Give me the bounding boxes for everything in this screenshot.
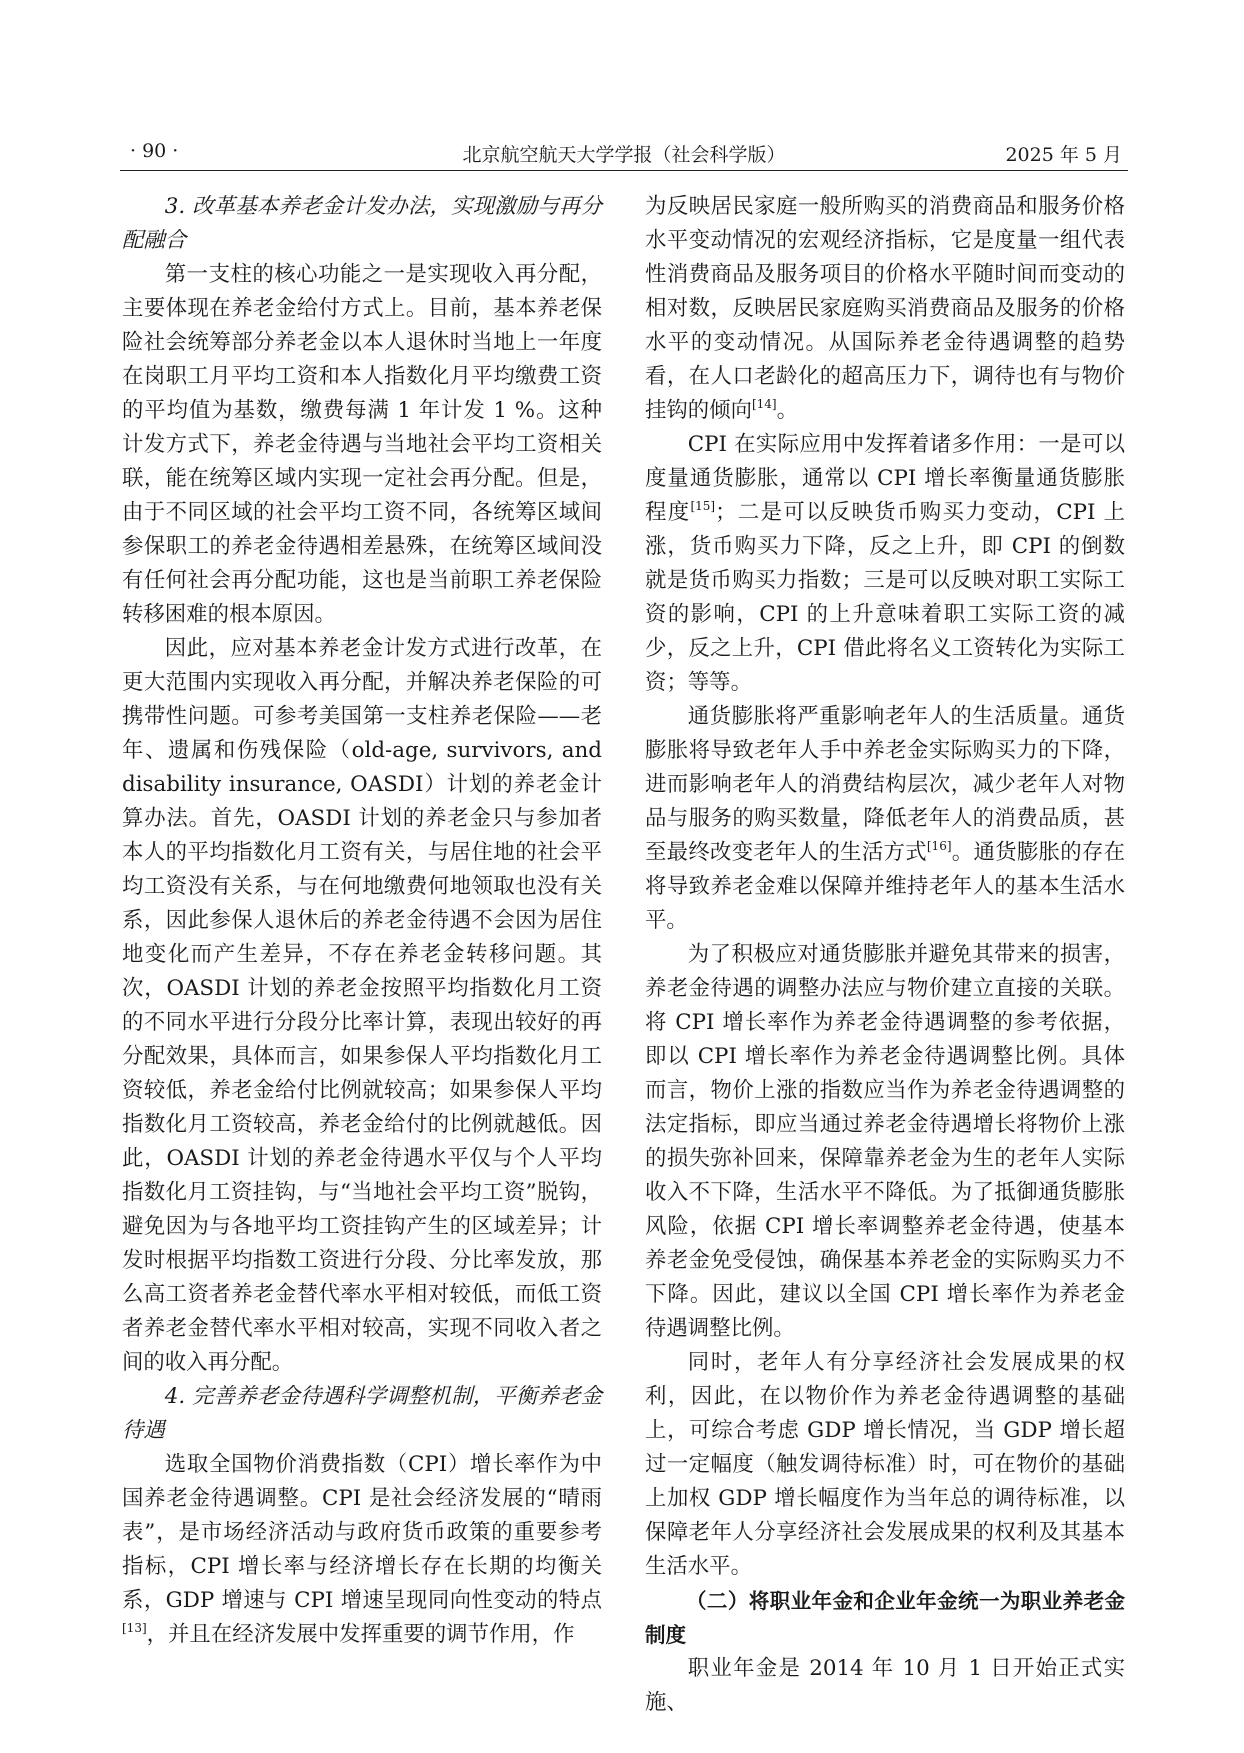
paragraph-text: 选取全国物价消费指数（CPI）增长率作为中国养老金待遇调整。CPI 是社会经济发展的“晴雨表”，是市场经济活动与政府货币政策的重要参考指标，CPI 增长率与经济增长存在长期的均衡关系，GDP 增速与 CPI 增速呈现同向性变动的特点 xyxy=(122,1452,602,1613)
paragraph-text: 。通货膨胀的存在将导致养老金难以保障并维持老年人的基本生活水平。 xyxy=(645,840,1125,933)
running-header xyxy=(120,136,1128,171)
paragraph-text: 。 xyxy=(776,398,799,423)
issue-date: 2025 年 5 月 xyxy=(1005,144,1122,166)
paragraph-continued xyxy=(645,190,1125,428)
page-number: · 90 · xyxy=(130,140,179,162)
paragraph-text: ；二是可以反映货币购买力变动，CPI 上涨，货币购买力下降，反之上升，即 CPI 的倒数就是货币购买力指数；三是可以反映对职工实际工资的影响，CPI 的上升意味着职工实际工资的减少，反之上升，CPI 借此将名义工资转化为实际工资；等等。 xyxy=(645,500,1125,695)
paragraph-text: 通货膨胀将严重影响老年人的生活质量。通货膨胀将导致老年人手中养老金实际购买力的下降，进而影响老年人的消费结构层次，减少老年人对物品与服务的购买数量，降低老年人的消费品质，甚至最终改变老年人的生活方式 xyxy=(645,704,1125,865)
paragraph xyxy=(645,428,1125,700)
paragraph: 同时，老年人有分享经济社会发展成果的权利，因此，在以物价作为养老金待遇调整的基础上，可综合考虑 GDP 增长情况，当 GDP 增长超过一定幅度（触发调待标准）时，可在物价的基础上加权 GDP 增长幅度作为当年总的调待标准，以保障老年人分享经济社会发展成果的权利及其基本生活水平。 xyxy=(645,1350,1125,1579)
paragraph: 第一支柱的核心功能之一是实现收入再分配，主要体现在养老金给付方式上。目前，基本养老保险社会统筹部分养老金以本人退休时当地上一年度在岗职工月平均工资和本人指数化月平均缴费工资的平均值为基数，缴费每满 1 年计发 1 %。这种计发方式下，养老金待遇与当地社会平均工资相关联，能在统筹区域内实现一定社会再分配。但是，由于不同区域的社会平均工资不同，各统筹区域间参保职工的养老金待遇相差悬殊，在统筹区域间没有任何社会再分配功能，这也是当前职工养老保险转移困难的根本原因。 xyxy=(122,262,602,627)
paragraph-text: 为反映居民家庭一般所购买的消费商品和服务价格水平变动情况的宏观经济指标，它是度量一组代表性消费商品及服务项目的价格水平随时间而变动的相对数，反映居民家庭购买消费商品及服务的价格水平的变动情况。从国际养老金待遇调整的趋势看，在人口老龄化的超高压力下，调待也有与物价挂钩的倾向 xyxy=(645,194,1125,423)
paragraph: 为了积极应对通货膨胀并避免其带来的损害，养老金待遇的调整办法应与物价建立直接的关联。将 CPI 增长率作为养老金待遇调整的参考依据，即以 CPI 增长率作为养老金待遇调整比例。具体而言，物价上涨的指数应当作为养老金待遇调整的法定指标，即应当通过养老金待遇增长将物价上涨的损失弥补回来，保障靠养老金为生的老年人实际收入不下降，生活水平不降低。为了抵御通货膨胀风险，依据 CPI 增长率调整养老金待遇，使基本养老金免受侵蚀，确保基本养老金的实际购买力不下降。因此，建议以全国 CPI 增长率作为养老金待遇调整比例。 xyxy=(645,942,1125,1341)
citation-ref: [16] xyxy=(926,839,952,853)
paragraph: 职业年金是 2014 年 10 月 1 日开始正式实施、 xyxy=(645,1656,1125,1715)
subsection-heading-4: 4. 完善养老金待遇科学调整机制，平衡养老金待遇 xyxy=(122,1384,602,1443)
paragraph xyxy=(122,1448,602,1652)
subsection-heading-3: 3. 改革基本养老金计发办法，实现激励与再分配融合 xyxy=(122,194,602,253)
citation-ref: [13] xyxy=(122,1621,147,1635)
paragraph-text: ，并且在经济发展中发挥重要的调节作用，作 xyxy=(146,1622,575,1647)
paragraph-text: CPI 在实际应用中发挥着诸多作用：一是可以度量通货膨胀，通常以 CPI 增长率衡量通货膨胀程度 xyxy=(645,432,1125,525)
paragraph xyxy=(645,700,1125,938)
left-column xyxy=(122,190,602,1652)
journal-title: 北京航空航天大学学报（社会科学版） xyxy=(462,144,786,166)
paragraph: 因此，应对基本养老金计发方式进行改革，在更大范围内实现收入再分配，并解决养老保险的可携带性问题。可参考美国第一支柱养老保险——老年、遗属和伤残保险（old-age, survivors, and disability insurance, OASDI）计划的养老金计算办法。首先，OASDI 计划的养老金只与参加者本人的平均指数化月工资有关，与居住地的社会平均工资没有关系，与在何地缴费何地领取也没有关系，因此参保人退休后的养老金待遇不会因为居住地变化而产生差异，不存在养老金转移问题。其次，OASDI 计划的养老金按照平均指数化月工资的不同水平进行分段分比率计算，表现出较好的再分配效果，具体而言，如果参保人平均指数化月工资较低，养老金给付比例就较高；如果参保人平均指数化月工资较高，养老金给付的比例就越低。因此，OASDI 计划的养老金待遇水平仅与个人平均指数化月工资挂钩，与“当地社会平均工资”脱钩，避免因为与各地平均工资挂钩产生的区域差异；计发时根据平均指数工资进行分段、分比率发放，那么高工资者养老金替代率水平相对较低，而低工资者养老金替代率水平相对较高，实现不同收入者之间的收入再分配。 xyxy=(122,636,602,1375)
section-heading: （二）将职业年金和企业年金统一为职业养老金制度 xyxy=(645,1589,1125,1647)
citation-ref: [15] xyxy=(690,499,716,513)
right-column xyxy=(645,190,1125,1720)
citation-ref: [14] xyxy=(751,397,777,411)
